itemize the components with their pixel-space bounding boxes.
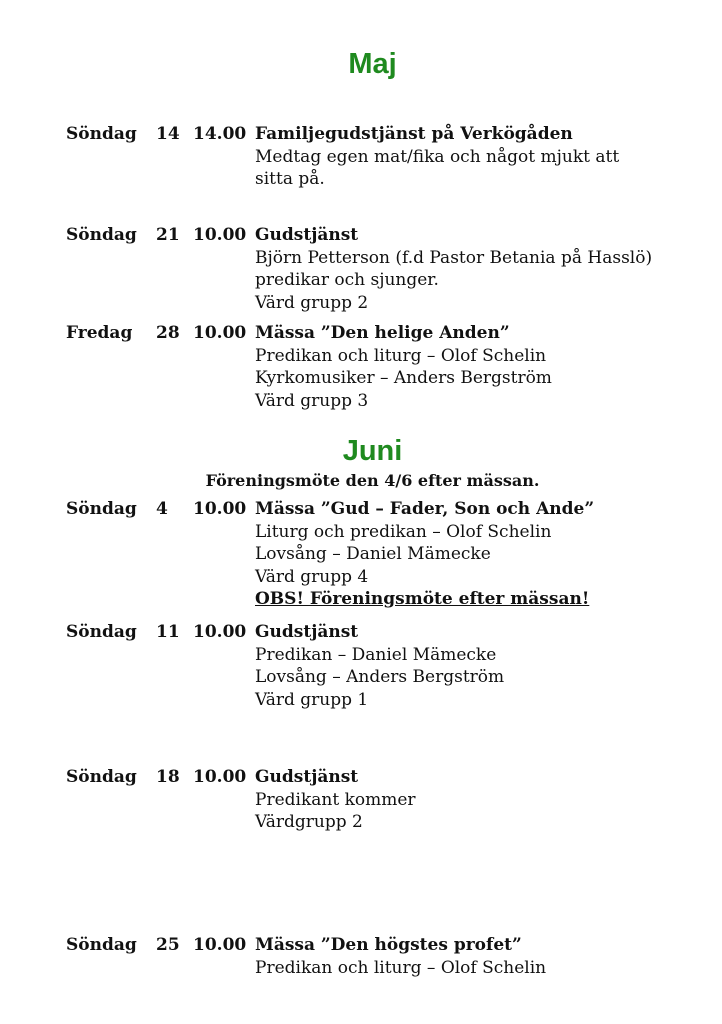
event-detail-line: Medtag egen mat/fika och något mjukt att bbox=[255, 146, 620, 167]
event-detail-line: Predikant kommer bbox=[255, 789, 416, 810]
event-detail-line: Värd grupp 2 bbox=[255, 292, 369, 313]
event-body bbox=[255, 224, 695, 314]
event-date: 21 bbox=[156, 225, 180, 245]
event-detail-line: Predikan och liturg – Olof Schelin bbox=[255, 957, 547, 978]
event-detail-line: Predikan – Daniel Mämecke bbox=[255, 644, 497, 665]
event-title: Familjegudstjänst på Verkögåden bbox=[255, 124, 573, 144]
event-day: Söndag bbox=[66, 124, 137, 144]
event-day: Fredag bbox=[66, 323, 133, 343]
event-title: Gudstjänst bbox=[255, 622, 359, 642]
event-title: Mässa ”Gud – Fader, Son och Ande” bbox=[255, 499, 595, 519]
event-detail-line: Värd grupp 4 bbox=[255, 566, 369, 587]
event-detail-line: Björn Petterson (f.d Pastor Betania på Hasslö) bbox=[255, 247, 653, 268]
event-body bbox=[255, 934, 695, 979]
event-title: Mässa ”Den högstes profet” bbox=[255, 935, 522, 955]
event-time: 10.00 bbox=[193, 323, 247, 343]
event-time: 10.00 bbox=[193, 622, 247, 642]
event-day: Söndag bbox=[66, 499, 137, 519]
month-heading-juni: Juni bbox=[342, 435, 403, 467]
event-date: 11 bbox=[156, 622, 180, 642]
event-date: 4 bbox=[156, 499, 168, 519]
event-date: 18 bbox=[156, 767, 180, 787]
event-body bbox=[255, 123, 695, 191]
event-day: Söndag bbox=[66, 935, 137, 955]
month-heading-maj: Maj bbox=[348, 48, 397, 80]
event-detail-line: Värd grupp 3 bbox=[255, 390, 369, 411]
event-detail-line: Värdgrupp 2 bbox=[255, 812, 363, 832]
event-detail-line: predikar och sjunger. bbox=[255, 270, 439, 290]
event-day: Söndag bbox=[66, 622, 137, 642]
event-time: 10.00 bbox=[193, 225, 247, 245]
event-time: 14.00 bbox=[193, 124, 247, 144]
event-date: 28 bbox=[156, 323, 180, 343]
event-detail-line: Lovsång – Anders Bergström bbox=[255, 667, 505, 687]
event-day: Söndag bbox=[66, 767, 137, 787]
event-detail-line: Lovsång – Daniel Mämecke bbox=[255, 544, 491, 564]
event-detail-line: Kyrkomusiker – Anders Bergström bbox=[255, 368, 552, 388]
event-title: Gudstjänst bbox=[255, 767, 359, 787]
meeting-notice: Föreningsmöte den 4/6 efter mässan. bbox=[205, 471, 540, 490]
event-date: 25 bbox=[156, 935, 180, 955]
event-body bbox=[255, 498, 695, 611]
event-detail-line: Predikan och liturg – Olof Schelin bbox=[255, 345, 547, 366]
event-detail-line: Liturg och predikan – Olof Schelin bbox=[255, 521, 552, 542]
event-alert-line: OBS! Föreningsmöte efter mässan! bbox=[255, 589, 590, 609]
event-detail-line: Värd grupp 1 bbox=[255, 689, 369, 710]
event-body bbox=[255, 766, 695, 834]
event-body bbox=[255, 621, 695, 711]
event-time: 10.00 bbox=[193, 499, 247, 519]
event-date: 14 bbox=[156, 124, 180, 144]
event-day: Söndag bbox=[66, 225, 137, 245]
event-title: Mässa ”Den helige Anden” bbox=[255, 323, 510, 343]
event-time: 10.00 bbox=[193, 935, 247, 955]
event-time: 10.00 bbox=[193, 767, 247, 787]
event-detail-line: sitta på. bbox=[255, 169, 325, 189]
event-title: Gudstjänst bbox=[255, 225, 359, 245]
event-body bbox=[255, 322, 695, 412]
